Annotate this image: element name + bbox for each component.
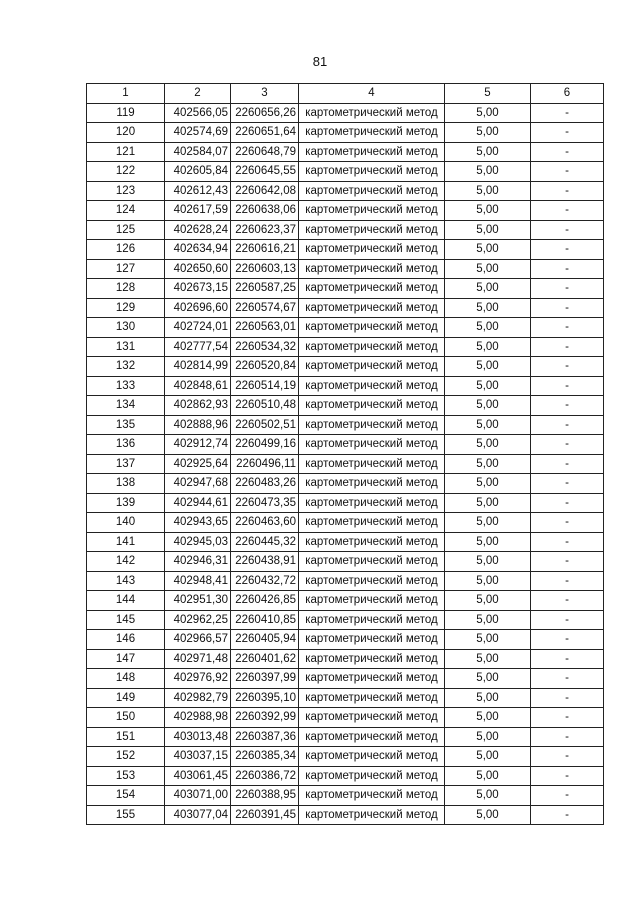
note-cell: - bbox=[531, 142, 604, 162]
note-cell: - bbox=[531, 162, 604, 182]
table-row bbox=[87, 220, 604, 240]
table-row bbox=[87, 240, 604, 260]
note-cell: - bbox=[531, 376, 604, 396]
table-row bbox=[87, 493, 604, 513]
note-cell: - bbox=[531, 279, 604, 299]
point-number-cell: 122 bbox=[87, 162, 165, 182]
method-cell: картометрический метод bbox=[299, 591, 445, 611]
point-number-cell: 120 bbox=[87, 123, 165, 143]
table-row bbox=[87, 454, 604, 474]
x-coordinate-cell: 402947,68 bbox=[165, 474, 231, 494]
x-coordinate-cell: 402925,64 bbox=[165, 454, 231, 474]
precision-cell: 5,00 bbox=[445, 493, 531, 513]
y-coordinate-cell: 2260438,91 bbox=[231, 552, 299, 572]
x-coordinate-cell: 402605,84 bbox=[165, 162, 231, 182]
method-cell: картометрический метод bbox=[299, 766, 445, 786]
table-row bbox=[87, 357, 604, 377]
point-number-cell: 149 bbox=[87, 688, 165, 708]
page-number: 81 bbox=[312, 54, 328, 69]
precision-cell: 5,00 bbox=[445, 318, 531, 338]
table-row bbox=[87, 513, 604, 533]
table-row bbox=[87, 259, 604, 279]
note-cell: - bbox=[531, 201, 604, 221]
point-number-cell: 130 bbox=[87, 318, 165, 338]
precision-cell: 5,00 bbox=[445, 103, 531, 123]
method-cell: картометрический метод bbox=[299, 415, 445, 435]
x-coordinate-cell: 402574,69 bbox=[165, 123, 231, 143]
method-cell: картометрический метод bbox=[299, 532, 445, 552]
table-row bbox=[87, 552, 604, 572]
table-row bbox=[87, 747, 604, 767]
point-number-cell: 128 bbox=[87, 279, 165, 299]
point-number-cell: 141 bbox=[87, 532, 165, 552]
precision-cell: 5,00 bbox=[445, 513, 531, 533]
x-coordinate-cell: 402948,41 bbox=[165, 571, 231, 591]
method-cell: картометрический метод bbox=[299, 201, 445, 221]
table-row bbox=[87, 337, 604, 357]
x-coordinate-cell: 402966,57 bbox=[165, 630, 231, 650]
x-coordinate-cell: 402650,60 bbox=[165, 259, 231, 279]
y-coordinate-cell: 2260510,48 bbox=[231, 396, 299, 416]
y-coordinate-cell: 2260432,72 bbox=[231, 571, 299, 591]
column-header-3: 3 bbox=[231, 84, 299, 104]
method-cell: картометрический метод bbox=[299, 669, 445, 689]
table-row bbox=[87, 669, 604, 689]
point-number-cell: 125 bbox=[87, 220, 165, 240]
method-cell: картометрический метод bbox=[299, 435, 445, 455]
note-cell: - bbox=[531, 103, 604, 123]
method-cell: картометрический метод bbox=[299, 805, 445, 825]
column-header-2: 2 bbox=[165, 84, 231, 104]
point-number-cell: 119 bbox=[87, 103, 165, 123]
point-number-cell: 124 bbox=[87, 201, 165, 221]
precision-cell: 5,00 bbox=[445, 532, 531, 552]
point-number-cell: 136 bbox=[87, 435, 165, 455]
x-coordinate-cell: 402946,31 bbox=[165, 552, 231, 572]
note-cell: - bbox=[531, 493, 604, 513]
note-cell: - bbox=[531, 513, 604, 533]
note-cell: - bbox=[531, 532, 604, 552]
x-coordinate-cell: 403061,45 bbox=[165, 766, 231, 786]
x-coordinate-cell: 402584,07 bbox=[165, 142, 231, 162]
point-number-cell: 134 bbox=[87, 396, 165, 416]
x-coordinate-cell: 403077,04 bbox=[165, 805, 231, 825]
precision-cell: 5,00 bbox=[445, 181, 531, 201]
note-cell: - bbox=[531, 649, 604, 669]
method-cell: картометрический метод bbox=[299, 747, 445, 767]
table-row bbox=[87, 396, 604, 416]
note-cell: - bbox=[531, 474, 604, 494]
y-coordinate-cell: 2260616,21 bbox=[231, 240, 299, 260]
precision-cell: 5,00 bbox=[445, 610, 531, 630]
y-coordinate-cell: 2260483,26 bbox=[231, 474, 299, 494]
x-coordinate-cell: 402982,79 bbox=[165, 688, 231, 708]
note-cell: - bbox=[531, 435, 604, 455]
note-cell: - bbox=[531, 337, 604, 357]
table-row bbox=[87, 123, 604, 143]
note-cell: - bbox=[531, 552, 604, 572]
method-cell: картометрический метод bbox=[299, 142, 445, 162]
method-cell: картометрический метод bbox=[299, 630, 445, 650]
precision-cell: 5,00 bbox=[445, 630, 531, 650]
point-number-cell: 135 bbox=[87, 415, 165, 435]
point-number-cell: 132 bbox=[87, 357, 165, 377]
table-row bbox=[87, 688, 604, 708]
table-row bbox=[87, 435, 604, 455]
precision-cell: 5,00 bbox=[445, 454, 531, 474]
y-coordinate-cell: 2260463,60 bbox=[231, 513, 299, 533]
x-coordinate-cell: 402944,61 bbox=[165, 493, 231, 513]
note-cell: - bbox=[531, 805, 604, 825]
x-coordinate-cell: 402696,60 bbox=[165, 298, 231, 318]
table-row bbox=[87, 162, 604, 182]
precision-cell: 5,00 bbox=[445, 747, 531, 767]
method-cell: картометрический метод bbox=[299, 181, 445, 201]
method-cell: картометрический метод bbox=[299, 571, 445, 591]
note-cell: - bbox=[531, 240, 604, 260]
column-header-4: 4 bbox=[299, 84, 445, 104]
precision-cell: 5,00 bbox=[445, 142, 531, 162]
method-cell: картометрический метод bbox=[299, 376, 445, 396]
precision-cell: 5,00 bbox=[445, 240, 531, 260]
precision-cell: 5,00 bbox=[445, 279, 531, 299]
note-cell: - bbox=[531, 591, 604, 611]
table-row bbox=[87, 610, 604, 630]
point-number-cell: 152 bbox=[87, 747, 165, 767]
note-cell: - bbox=[531, 610, 604, 630]
method-cell: картометрический метод bbox=[299, 123, 445, 143]
precision-cell: 5,00 bbox=[445, 201, 531, 221]
precision-cell: 5,00 bbox=[445, 474, 531, 494]
column-header-1: 1 bbox=[87, 84, 165, 104]
precision-cell: 5,00 bbox=[445, 708, 531, 728]
table-row bbox=[87, 805, 604, 825]
x-coordinate-cell: 402617,59 bbox=[165, 201, 231, 221]
method-cell: картометрический метод bbox=[299, 610, 445, 630]
precision-cell: 5,00 bbox=[445, 220, 531, 240]
precision-cell: 5,00 bbox=[445, 688, 531, 708]
y-coordinate-cell: 2260473,35 bbox=[231, 493, 299, 513]
x-coordinate-cell: 402945,03 bbox=[165, 532, 231, 552]
x-coordinate-cell: 403013,48 bbox=[165, 727, 231, 747]
precision-cell: 5,00 bbox=[445, 786, 531, 806]
precision-cell: 5,00 bbox=[445, 669, 531, 689]
point-number-cell: 148 bbox=[87, 669, 165, 689]
method-cell: картометрический метод bbox=[299, 493, 445, 513]
method-cell: картометрический метод bbox=[299, 318, 445, 338]
table-row bbox=[87, 786, 604, 806]
x-coordinate-cell: 402912,74 bbox=[165, 435, 231, 455]
method-cell: картометрический метод bbox=[299, 220, 445, 240]
method-cell: картометрический метод bbox=[299, 279, 445, 299]
method-cell: картометрический метод bbox=[299, 240, 445, 260]
table-header-row bbox=[87, 84, 604, 104]
y-coordinate-cell: 2260388,95 bbox=[231, 786, 299, 806]
table-row bbox=[87, 766, 604, 786]
y-coordinate-cell: 2260563,01 bbox=[231, 318, 299, 338]
precision-cell: 5,00 bbox=[445, 415, 531, 435]
y-coordinate-cell: 2260410,85 bbox=[231, 610, 299, 630]
precision-cell: 5,00 bbox=[445, 298, 531, 318]
note-cell: - bbox=[531, 454, 604, 474]
y-coordinate-cell: 2260623,37 bbox=[231, 220, 299, 240]
table-row bbox=[87, 630, 604, 650]
note-cell: - bbox=[531, 259, 604, 279]
x-coordinate-cell: 402777,54 bbox=[165, 337, 231, 357]
table-row bbox=[87, 727, 604, 747]
note-cell: - bbox=[531, 181, 604, 201]
table-row bbox=[87, 649, 604, 669]
method-cell: картометрический метод bbox=[299, 357, 445, 377]
precision-cell: 5,00 bbox=[445, 727, 531, 747]
x-coordinate-cell: 402988,98 bbox=[165, 708, 231, 728]
y-coordinate-cell: 2260502,51 bbox=[231, 415, 299, 435]
y-coordinate-cell: 2260514,19 bbox=[231, 376, 299, 396]
table-row bbox=[87, 474, 604, 494]
y-coordinate-cell: 2260651,64 bbox=[231, 123, 299, 143]
x-coordinate-cell: 402951,30 bbox=[165, 591, 231, 611]
y-coordinate-cell: 2260534,32 bbox=[231, 337, 299, 357]
note-cell: - bbox=[531, 747, 604, 767]
x-coordinate-cell: 402673,15 bbox=[165, 279, 231, 299]
y-coordinate-cell: 2260387,36 bbox=[231, 727, 299, 747]
precision-cell: 5,00 bbox=[445, 357, 531, 377]
point-number-cell: 131 bbox=[87, 337, 165, 357]
x-coordinate-cell: 402612,43 bbox=[165, 181, 231, 201]
y-coordinate-cell: 2260638,06 bbox=[231, 201, 299, 221]
x-coordinate-cell: 402976,92 bbox=[165, 669, 231, 689]
y-coordinate-cell: 2260426,85 bbox=[231, 591, 299, 611]
method-cell: картометрический метод bbox=[299, 103, 445, 123]
x-coordinate-cell: 402848,61 bbox=[165, 376, 231, 396]
x-coordinate-cell: 402943,65 bbox=[165, 513, 231, 533]
y-coordinate-cell: 2260574,67 bbox=[231, 298, 299, 318]
y-coordinate-cell: 2260496,11 bbox=[231, 454, 299, 474]
point-number-cell: 153 bbox=[87, 766, 165, 786]
y-coordinate-cell: 2260656,26 bbox=[231, 103, 299, 123]
y-coordinate-cell: 2260499,16 bbox=[231, 435, 299, 455]
y-coordinate-cell: 2260603,13 bbox=[231, 259, 299, 279]
method-cell: картометрический метод bbox=[299, 454, 445, 474]
note-cell: - bbox=[531, 669, 604, 689]
method-cell: картометрический метод bbox=[299, 688, 445, 708]
x-coordinate-cell: 403037,15 bbox=[165, 747, 231, 767]
y-coordinate-cell: 2260395,10 bbox=[231, 688, 299, 708]
table-row bbox=[87, 532, 604, 552]
y-coordinate-cell: 2260385,34 bbox=[231, 747, 299, 767]
x-coordinate-cell: 402971,48 bbox=[165, 649, 231, 669]
column-header-5: 5 bbox=[445, 84, 531, 104]
point-number-cell: 142 bbox=[87, 552, 165, 572]
x-coordinate-cell: 402634,94 bbox=[165, 240, 231, 260]
table-row bbox=[87, 318, 604, 338]
point-number-cell: 140 bbox=[87, 513, 165, 533]
precision-cell: 5,00 bbox=[445, 123, 531, 143]
note-cell: - bbox=[531, 688, 604, 708]
table-row bbox=[87, 279, 604, 299]
point-number-cell: 145 bbox=[87, 610, 165, 630]
precision-cell: 5,00 bbox=[445, 766, 531, 786]
table-row bbox=[87, 708, 604, 728]
point-number-cell: 121 bbox=[87, 142, 165, 162]
method-cell: картометрический метод bbox=[299, 298, 445, 318]
note-cell: - bbox=[531, 727, 604, 747]
x-coordinate-cell: 403071,00 bbox=[165, 786, 231, 806]
y-coordinate-cell: 2260392,99 bbox=[231, 708, 299, 728]
method-cell: картометрический метод bbox=[299, 552, 445, 572]
precision-cell: 5,00 bbox=[445, 571, 531, 591]
method-cell: картометрический метод bbox=[299, 708, 445, 728]
point-number-cell: 126 bbox=[87, 240, 165, 260]
note-cell: - bbox=[531, 396, 604, 416]
x-coordinate-cell: 402814,99 bbox=[165, 357, 231, 377]
point-number-cell: 150 bbox=[87, 708, 165, 728]
precision-cell: 5,00 bbox=[445, 376, 531, 396]
y-coordinate-cell: 2260642,08 bbox=[231, 181, 299, 201]
point-number-cell: 151 bbox=[87, 727, 165, 747]
point-number-cell: 139 bbox=[87, 493, 165, 513]
note-cell: - bbox=[531, 357, 604, 377]
y-coordinate-cell: 2260401,62 bbox=[231, 649, 299, 669]
x-coordinate-cell: 402962,25 bbox=[165, 610, 231, 630]
y-coordinate-cell: 2260648,79 bbox=[231, 142, 299, 162]
table-row bbox=[87, 571, 604, 591]
note-cell: - bbox=[531, 766, 604, 786]
note-cell: - bbox=[531, 123, 604, 143]
x-coordinate-cell: 402862,93 bbox=[165, 396, 231, 416]
y-coordinate-cell: 2260391,45 bbox=[231, 805, 299, 825]
y-coordinate-cell: 2260645,55 bbox=[231, 162, 299, 182]
x-coordinate-cell: 402566,05 bbox=[165, 103, 231, 123]
point-number-cell: 147 bbox=[87, 649, 165, 669]
x-coordinate-cell: 402888,96 bbox=[165, 415, 231, 435]
table-row bbox=[87, 376, 604, 396]
note-cell: - bbox=[531, 298, 604, 318]
x-coordinate-cell: 402628,24 bbox=[165, 220, 231, 240]
note-cell: - bbox=[531, 571, 604, 591]
y-coordinate-cell: 2260386,72 bbox=[231, 766, 299, 786]
point-number-cell: 138 bbox=[87, 474, 165, 494]
precision-cell: 5,00 bbox=[445, 649, 531, 669]
method-cell: картометрический метод bbox=[299, 513, 445, 533]
precision-cell: 5,00 bbox=[445, 162, 531, 182]
table-row bbox=[87, 103, 604, 123]
note-cell: - bbox=[531, 318, 604, 338]
point-number-cell: 127 bbox=[87, 259, 165, 279]
table-row bbox=[87, 142, 604, 162]
method-cell: картометрический метод bbox=[299, 337, 445, 357]
table-body bbox=[87, 103, 604, 825]
method-cell: картометрический метод bbox=[299, 474, 445, 494]
note-cell: - bbox=[531, 786, 604, 806]
table-row bbox=[87, 201, 604, 221]
precision-cell: 5,00 bbox=[445, 259, 531, 279]
point-number-cell: 154 bbox=[87, 786, 165, 806]
note-cell: - bbox=[531, 630, 604, 650]
table-row bbox=[87, 181, 604, 201]
column-header-6: 6 bbox=[531, 84, 604, 104]
note-cell: - bbox=[531, 708, 604, 728]
precision-cell: 5,00 bbox=[445, 435, 531, 455]
y-coordinate-cell: 2260397,99 bbox=[231, 669, 299, 689]
point-number-cell: 137 bbox=[87, 454, 165, 474]
precision-cell: 5,00 bbox=[445, 805, 531, 825]
y-coordinate-cell: 2260587,25 bbox=[231, 279, 299, 299]
y-coordinate-cell: 2260445,32 bbox=[231, 532, 299, 552]
y-coordinate-cell: 2260520,84 bbox=[231, 357, 299, 377]
method-cell: картометрический метод bbox=[299, 162, 445, 182]
precision-cell: 5,00 bbox=[445, 396, 531, 416]
precision-cell: 5,00 bbox=[445, 552, 531, 572]
precision-cell: 5,00 bbox=[445, 337, 531, 357]
table-row bbox=[87, 298, 604, 318]
table-row bbox=[87, 591, 604, 611]
method-cell: картометрический метод bbox=[299, 649, 445, 669]
coordinates-table bbox=[86, 83, 604, 825]
note-cell: - bbox=[531, 220, 604, 240]
point-number-cell: 133 bbox=[87, 376, 165, 396]
point-number-cell: 146 bbox=[87, 630, 165, 650]
point-number-cell: 143 bbox=[87, 571, 165, 591]
y-coordinate-cell: 2260405,94 bbox=[231, 630, 299, 650]
note-cell: - bbox=[531, 415, 604, 435]
point-number-cell: 155 bbox=[87, 805, 165, 825]
method-cell: картометрический метод bbox=[299, 727, 445, 747]
method-cell: картометрический метод bbox=[299, 259, 445, 279]
precision-cell: 5,00 bbox=[445, 591, 531, 611]
table-row bbox=[87, 415, 604, 435]
point-number-cell: 129 bbox=[87, 298, 165, 318]
x-coordinate-cell: 402724,01 bbox=[165, 318, 231, 338]
point-number-cell: 123 bbox=[87, 181, 165, 201]
method-cell: картометрический метод bbox=[299, 396, 445, 416]
point-number-cell: 144 bbox=[87, 591, 165, 611]
method-cell: картометрический метод bbox=[299, 786, 445, 806]
